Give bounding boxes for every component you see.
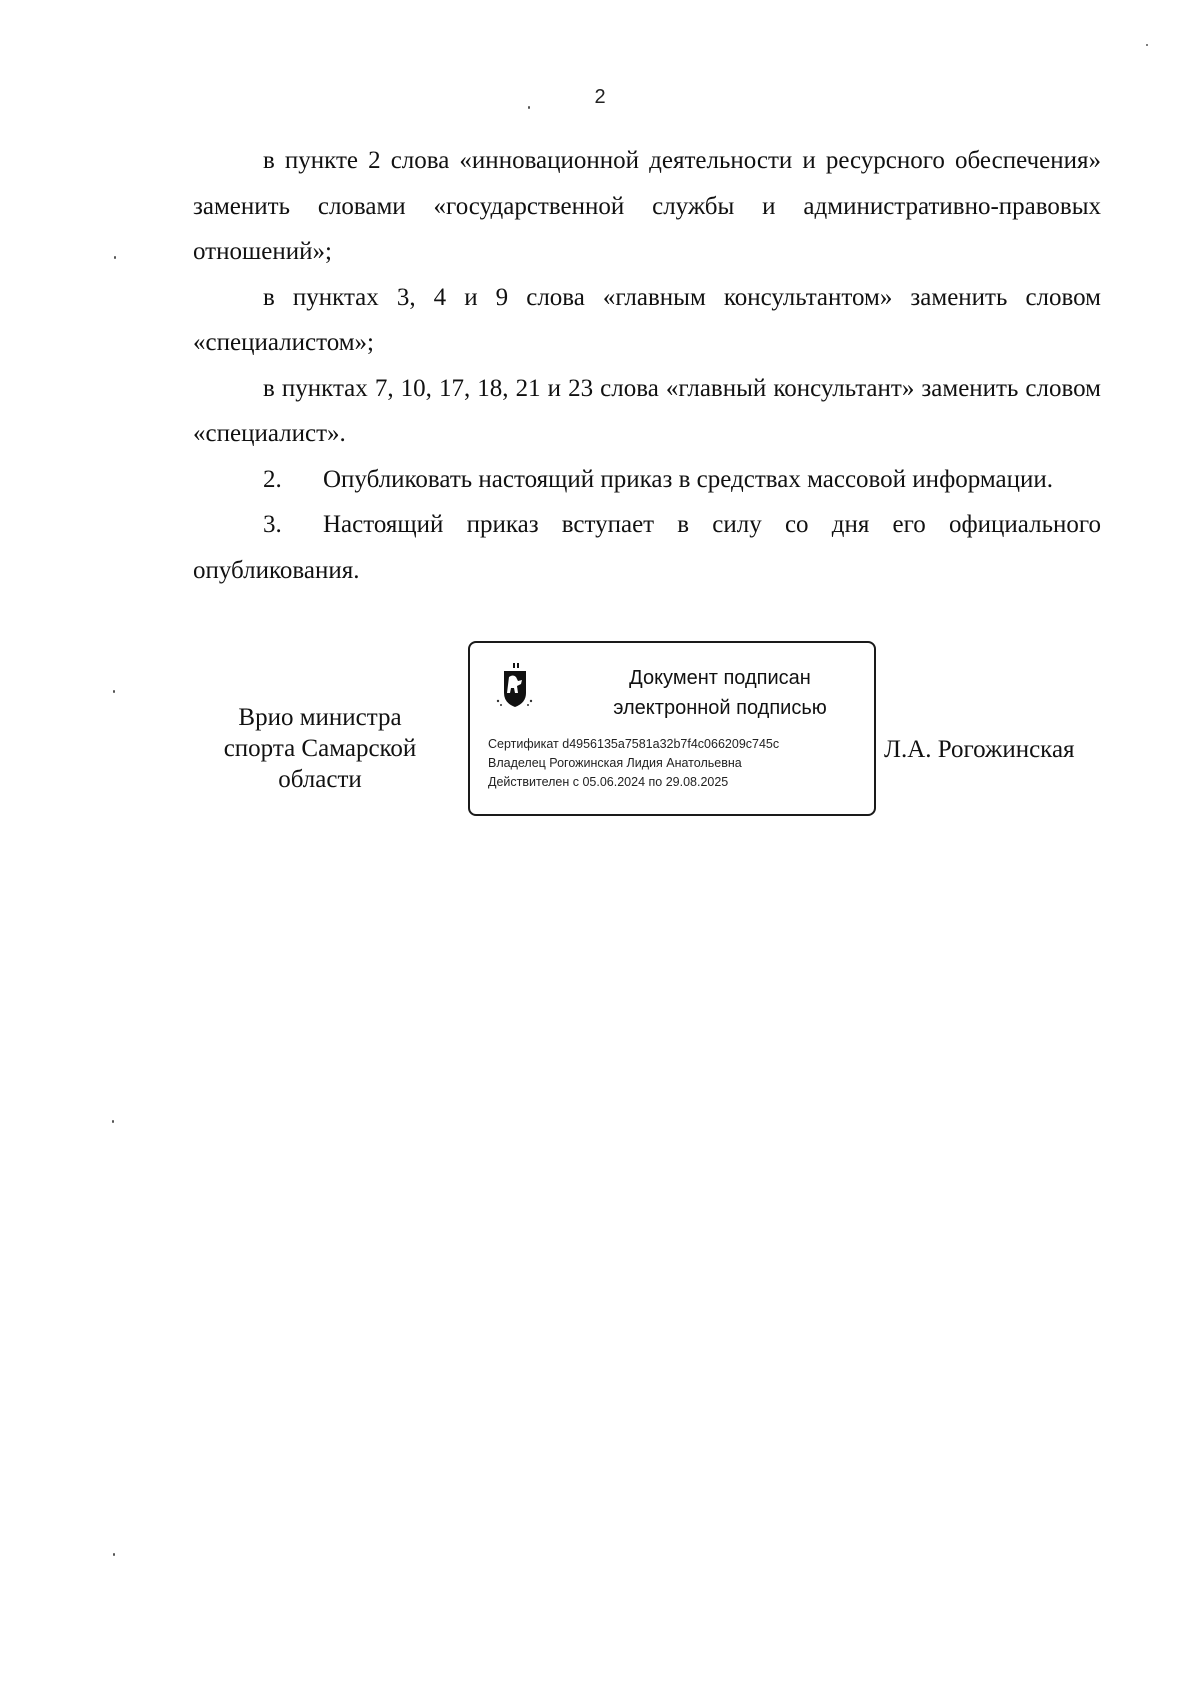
signer-name: Л.А. Рогожинская <box>884 736 1075 763</box>
stamp-line-1: Документ подписан <box>629 667 811 689</box>
numbered-item-publish <box>193 457 1101 503</box>
electronic-signature-stamp <box>468 641 876 816</box>
item-number: 2. <box>263 465 282 493</box>
scan-speck <box>528 106 530 109</box>
item-number: 3. <box>263 511 282 538</box>
item-text: Опубликовать настоящий приказ в средствах массовой информации. <box>323 465 1054 493</box>
stamp-heading <box>570 663 870 723</box>
scan-speck <box>113 1553 115 1556</box>
certificate-validity: Действителен с 05.06.2024 по 29.08.2025 <box>488 775 729 789</box>
certificate-details <box>488 735 868 792</box>
document-body <box>193 138 1101 593</box>
certificate-owner: Владелец Рогожинская Лидия Анатольевна <box>488 756 742 770</box>
paragraph-items-7-10-17: в пунктах 7, 10, 17, 18, 21 и 23 слова «главный консультант» заменить словом «специалист». <box>193 374 1101 447</box>
page-number: 2 <box>594 86 606 108</box>
scan-speck <box>114 256 116 259</box>
signer-title: Врио министра спорта Самарской области <box>223 704 417 793</box>
numbered-item-effective <box>193 502 1101 593</box>
stamp-line-2: электронной подписью <box>613 697 827 719</box>
scan-speck <box>112 1120 114 1123</box>
scan-speck <box>113 690 115 693</box>
paragraph-items-3-4-9: в пунктах 3, 4 и 9 слова «главным консультантом» заменить словом «специалистом»; <box>193 283 1101 356</box>
samara-coat-of-arms-icon <box>494 661 536 711</box>
certificate-number: Сертификат d4956135a7581a32b7f4c066209c745c <box>488 737 780 751</box>
paragraph-item-2: в пункте 2 слова «инновационной деятельности и ресурсного обеспечения» заменить словами «государственной службы и административно-правовых отношений»; <box>193 147 1101 265</box>
scan-speck <box>1146 44 1148 46</box>
item-text: Настоящий приказ вступает в силу со дня его официального опубликования. <box>193 511 1101 584</box>
